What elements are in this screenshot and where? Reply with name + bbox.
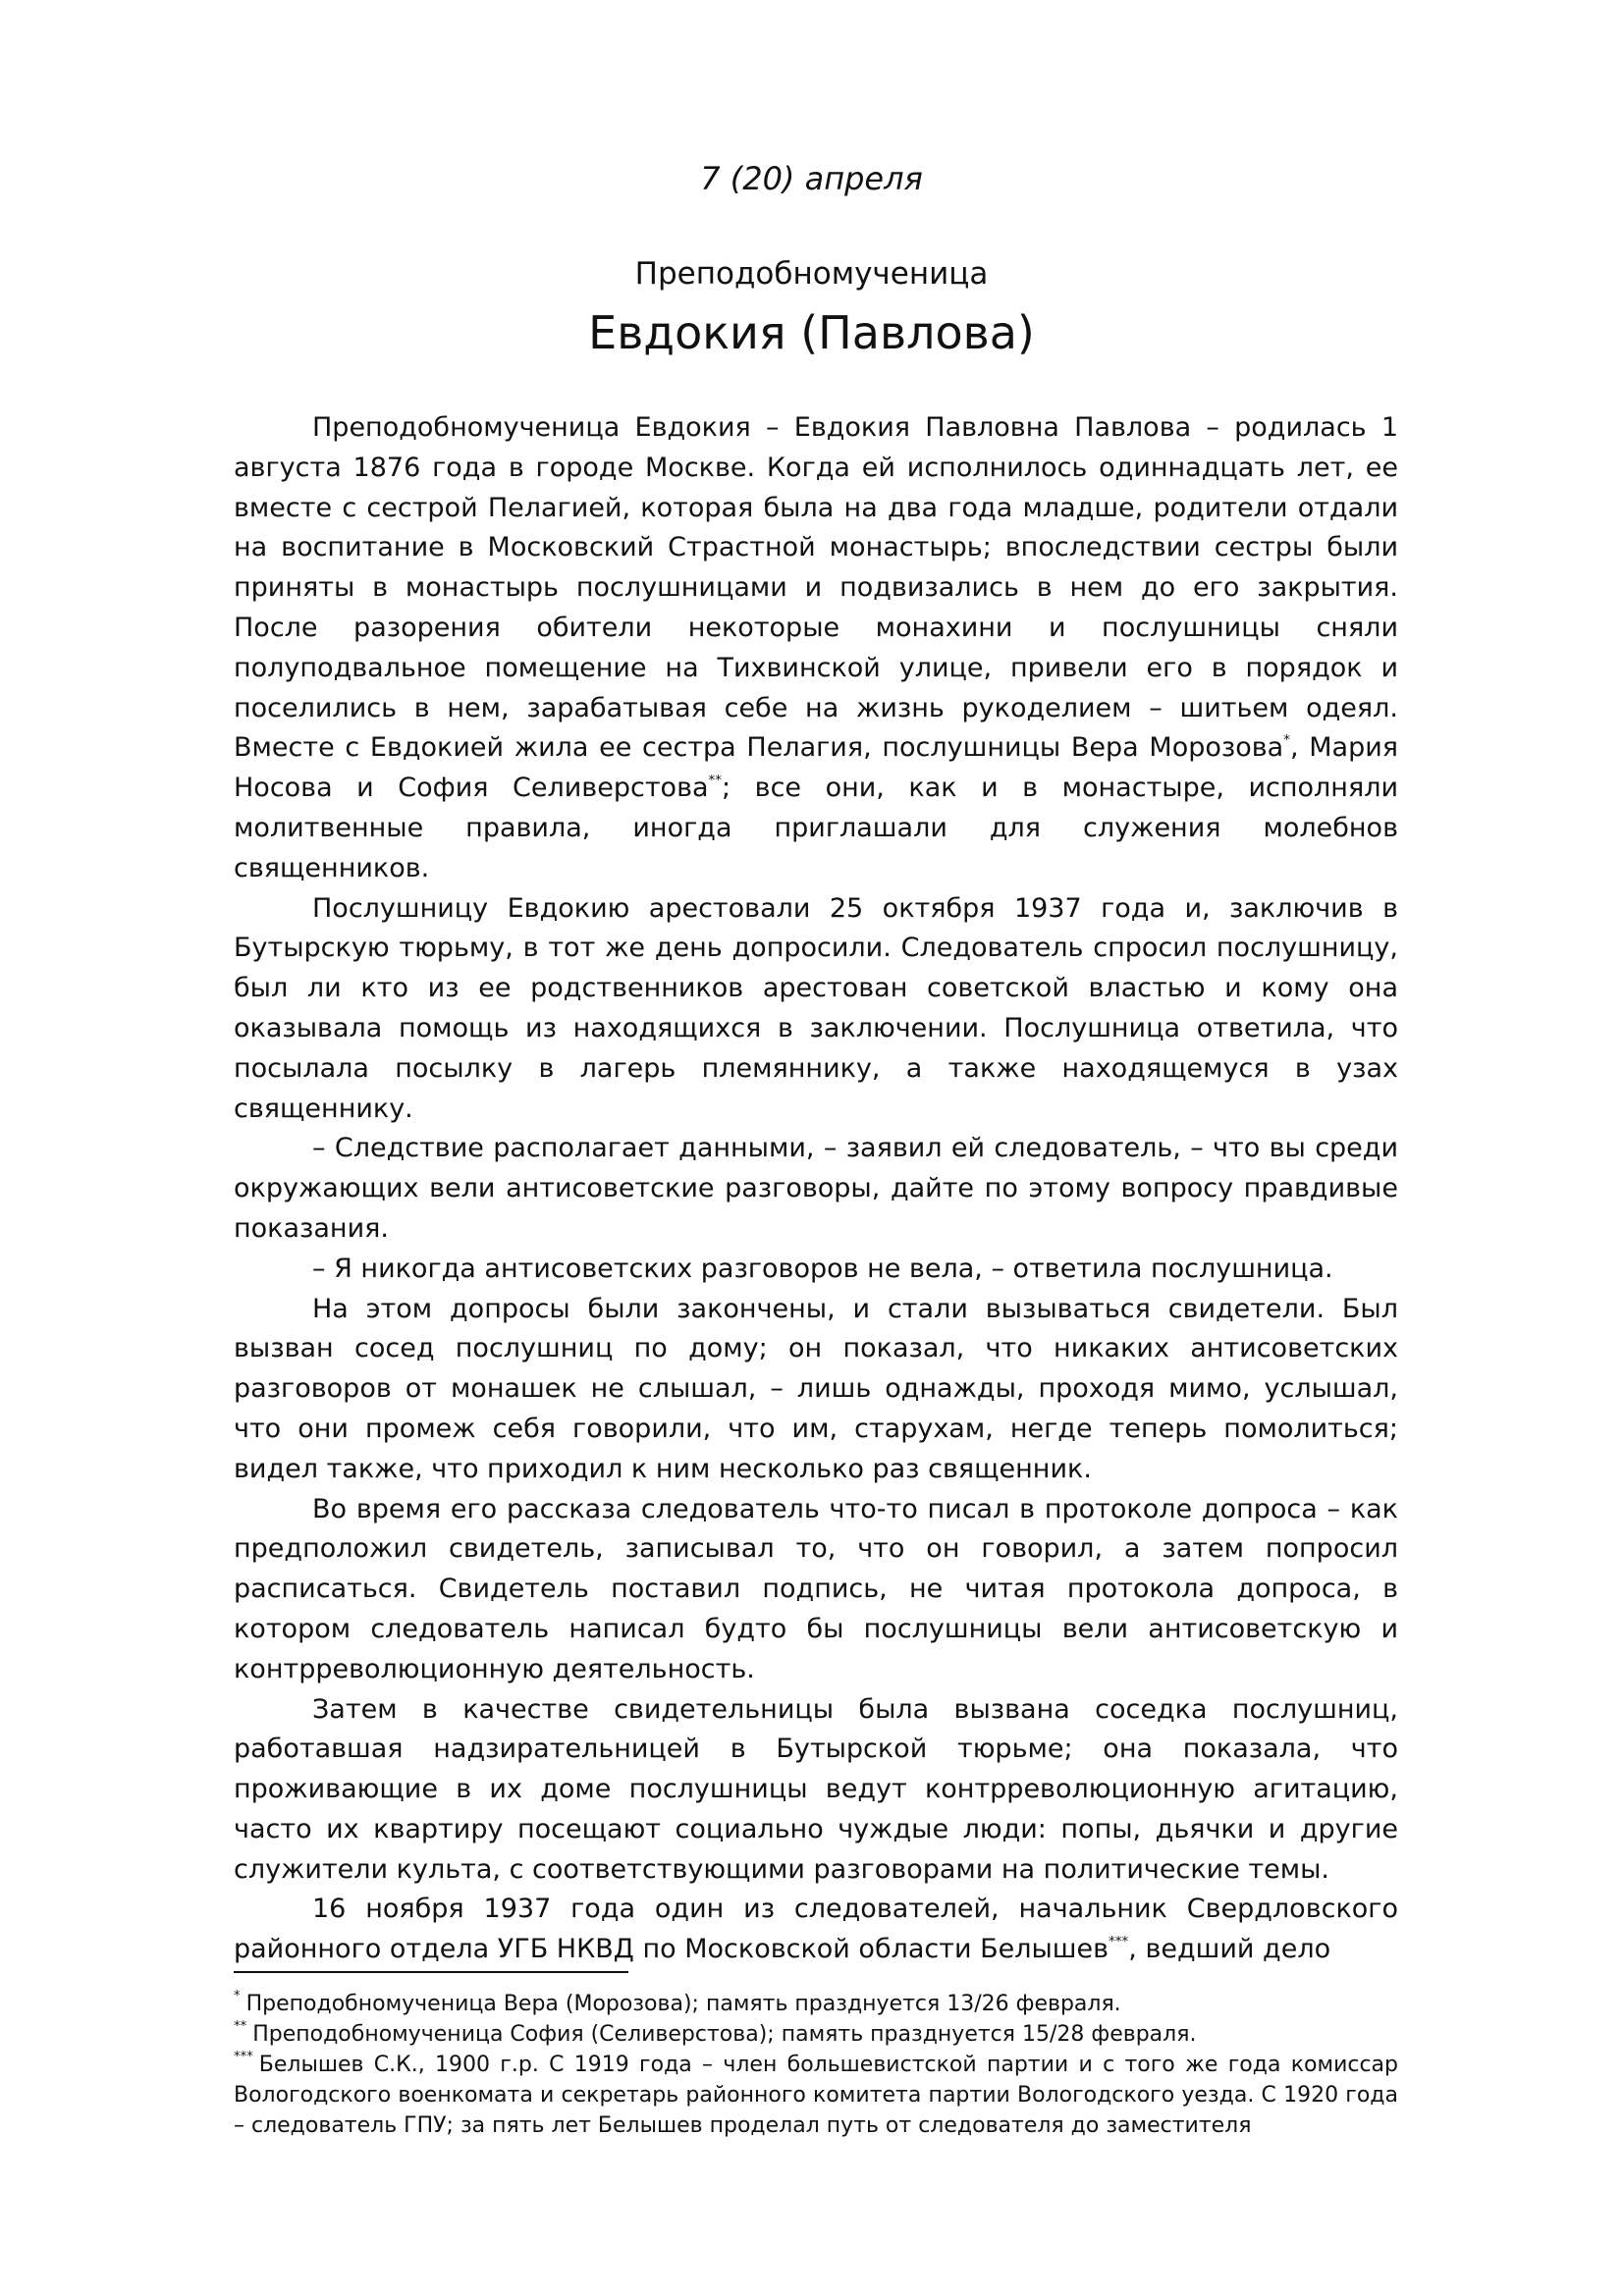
footnote bbox=[234, 2050, 1398, 2141]
paragraph-text: , Мария Носова и София Селиверстова bbox=[234, 732, 1399, 804]
paragraph-text: Преподобномученица Евдокия – Евдокия Павловна Павлова – родилась 1 августа 1876 года в городе Москве. Когда ей исполнилось одиннадцать лет, ее вместе с сестрой Пелагией, которая была на два года младше, родители отдали на воспитание в Московский Страстной монастырь; впоследствии сестры были приняты в монастырь послушницами и подвизались в нем до его закрытия. После разорения обители некоторые монахини и послушницы сняли полуподвальное помещение на Тихвинской улице, привели его в порядок и поселились в нем, зарабатывая себе на жизнь рукоделием – шитьем одеял. Вместе с Евдокией жила ее сестра Пелагия, послушницы Вера Морозова bbox=[234, 412, 1398, 764]
paragraph: Послушницу Евдокию арестовали 25 октября 1937 года и, заключив в Бутырскую тюрьму, в тот же день допросили. Следователь спросил послушницу, был ли кто из ее родственников арестован советской властью и кому она оказывала помощь из находящихся в заключении. Послушница ответила, что посылала посылку в лагерь племяннику, а также находящемуся в узах священнику. bbox=[234, 892, 1398, 1124]
footnote-text: Преподобномученица София (Селиверстова); память празднуется 15/28 февраля. bbox=[252, 2022, 1197, 2047]
footnote bbox=[234, 1989, 1398, 2019]
footnote-mark: *** bbox=[234, 2050, 253, 2065]
main-text bbox=[234, 408, 1398, 1970]
paragraph: Во время его рассказа следователь что-то писал в протоколе допроса – как предположил свидетель, записывал то, что он говорил, а затем попросил расписаться. Свидетель поставил подпись, не читая протокола допроса, в котором следователь написал будто бы послушницы вели антисоветскую и контрреволюционную деятельность. bbox=[234, 1493, 1398, 1684]
paragraph bbox=[234, 408, 1398, 889]
feast-date: 7 (20) апреля bbox=[700, 160, 923, 197]
footnote-divider bbox=[234, 1971, 628, 1973]
footnote-text: Белышев С.К., 1900 г.р. С 1919 года – член большевистской партии и с того же года комиссар Вологодского военкомата и секретарь районного комитета партии Вологодского уезда. С 1920 года – следователь ГПУ; за пять лет Белышев проделал путь от следователя до заместителя bbox=[234, 2053, 1398, 2138]
paragraph: Затем в качестве свидетельницы была вызвана соседка послушниц, работавшая надзирательницей в Бутырской тюрьме; она показала, что проживающие в их доме послушницы ведут контрреволюционную агитацию, часто их квартиру посещают социально чуждые люди: попы, дьячки и другие служители культа, с соответствующими разговорами на политические темы. bbox=[234, 1693, 1398, 1885]
footnotes bbox=[234, 1989, 1398, 2141]
paragraph-text: , ведший дело bbox=[1128, 1934, 1331, 1965]
footnote-text: Преподобномученица Вера (Морозова); память празднуется 13/26 февраля. bbox=[245, 1992, 1121, 2016]
footnote-mark: ** bbox=[234, 2019, 247, 2035]
paragraph-text: 16 ноября 1937 года один из следователей, начальник Свердловского районного отдела УГБ НКВД по Московской области Белышев bbox=[234, 1894, 1398, 1965]
paragraph: На этом допросы были закончены, и стали вызываться свидетели. Был вызван сосед послушниц по дому; он показал, что никаких антисоветских разговоров от монашек не слышал, – лишь однажды, проходя мимо, услышал, что они промеж себя говорили, что им, старухам, негде теперь помолиться; видел также, что приходил к ним несколько раз священник. bbox=[234, 1293, 1398, 1484]
page-title: Евдокия (Павлова) bbox=[588, 306, 1035, 359]
footnote-ref-1: * bbox=[1283, 732, 1290, 749]
paragraph: – Я никогда антисоветских разговоров не вела, – ответила послушница. bbox=[312, 1253, 1333, 1284]
paragraph-text: ; все они, как и в монастыре, исполняли молитвенные правила, иногда приглашали для служения молебнов священников. bbox=[234, 773, 1398, 883]
footnote-ref-3: *** bbox=[1109, 1934, 1129, 1950]
paragraph: – Следствие располагает данными, – заявил ей следователь, – что вы среди окружающих вели антисоветские разговоры, дайте по этому вопросу правдивые показания. bbox=[234, 1133, 1398, 1244]
saint-rank: Преподобномученица bbox=[634, 256, 989, 292]
footnote bbox=[234, 2019, 1398, 2050]
paragraph bbox=[234, 1890, 1398, 1970]
footnote-mark: * bbox=[234, 1989, 241, 2004]
footnote-ref-2: ** bbox=[708, 773, 723, 789]
